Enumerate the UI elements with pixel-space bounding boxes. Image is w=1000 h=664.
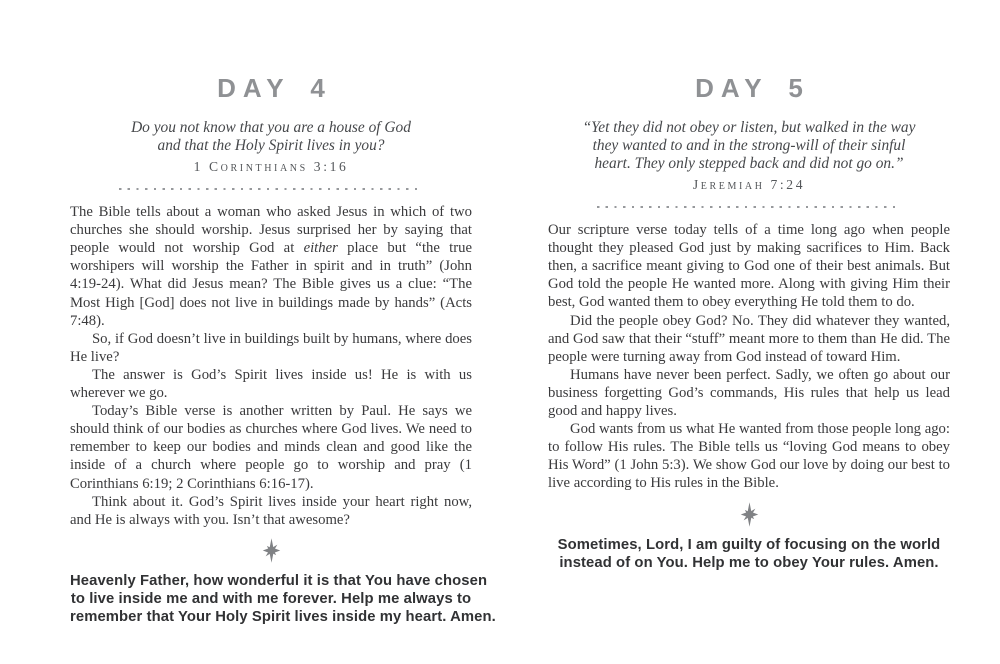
body-paragraph: Humans have never been perfect. Sadly, we often go about our business forgetting God’s commands, His rules that help us lead good and happy lives. [548, 366, 950, 420]
scripture-reference: 1 Corinthians 3:16 [193, 158, 349, 174]
scripture-verse [70, 119, 472, 155]
devotional-body [70, 203, 472, 529]
prayer-line: instead of on You. Help me to obey Your rules. Amen. [559, 554, 939, 571]
section-ornament [70, 538, 472, 563]
verse-line: and that the Holy Spirit lives in you? [157, 136, 385, 154]
body-paragraph: Our scripture verse today tells of a time long ago when people thought they pleased God just by making sacrifices to Him. Back then, a sacrifice meant giving to God one of their best animals. But God told the people He wanted more. Along with giving Him their best, God wanted them to obey everything He told them to do. [548, 222, 950, 311]
dotted-divider [119, 188, 423, 190]
verse-line: Do you not know that you are a house of God [131, 118, 411, 136]
body-paragraph: Did the people obey God? No. They did whatever they wanted, and God saw that their “stuff” meant more to them than He did. The people were turning away from God instead of toward Him. [548, 312, 950, 365]
book-page-day-5 [548, 58, 950, 572]
verse-line: they wanted to and in the strong-will of their sinful [592, 136, 906, 154]
emphasized-word: either [303, 240, 338, 257]
verse-line: heart. They only stepped back and did not go on.” [594, 154, 904, 172]
day-title: DAY 5 [695, 73, 810, 104]
verse-line: “Yet they did not obey or listen, but walked in the way [582, 118, 916, 136]
prayer-line: Sometimes, Lord, I am guilty of focusing on the world [557, 536, 941, 553]
body-paragraph: So, if God doesn’t live in buildings built by humans, where does He live? [70, 330, 472, 365]
body-paragraph [70, 203, 472, 330]
devotional-body [548, 221, 950, 492]
book-page-day-4 [70, 58, 496, 627]
sparkle-star-icon [261, 538, 282, 563]
body-paragraph: The answer is God’s Spirit lives inside us! He is with us wherever we go. [70, 366, 472, 402]
body-paragraph: Today’s Bible verse is another written by Paul. He says we should think of our bodies as churches where God lives. We need to remember to keep our bodies and minds clean and good like the inside of a church where people go to worship and pray (1 Corinthians 6:19; 2 Corinthians 6:16-17). [70, 403, 472, 492]
sparkle-star-icon [739, 502, 760, 527]
scripture-reference: Jeremiah 7:24 [692, 176, 806, 192]
prayer-line: remember that Your Holy Spirit lives inside my heart. Amen. [70, 609, 496, 626]
prayer-text [548, 536, 950, 573]
body-paragraph: Think about it. God’s Spirit lives inside your heart right now, and He is always with you. Isn’t that awesome? [70, 493, 472, 528]
section-ornament [548, 502, 950, 527]
body-paragraph: God wants from us what He wanted from those people long ago: to follow His rules. The Bible tells us “loving God means to obey His Word” (1 John 5:3). We show God our love by doing our best to live according to His rules in the Bible. [548, 421, 950, 492]
prayer-line: Heavenly Father, how wonderful it is that You have chosen [70, 572, 488, 589]
prayer-line: to live inside me and with me forever. Help me always to [70, 591, 472, 608]
prayer-text [70, 572, 496, 627]
paragraph-text: place but “the true worshipers will worship the Father in spirit and in truth” (John 4:19-24). What did Jesus mean? The Bible gives us a clue: “The Most High [God] does not live in buildings made by hands” (Acts 7:48). [70, 240, 473, 329]
dotted-divider [597, 206, 901, 208]
day-title: DAY 4 [217, 73, 332, 104]
scripture-verse [548, 119, 950, 173]
paragraph-text: The Bible tells about a woman who asked Jesus in which of two churches she should worship. Jesus surprised her by saying that people would not worship God at [70, 204, 472, 257]
